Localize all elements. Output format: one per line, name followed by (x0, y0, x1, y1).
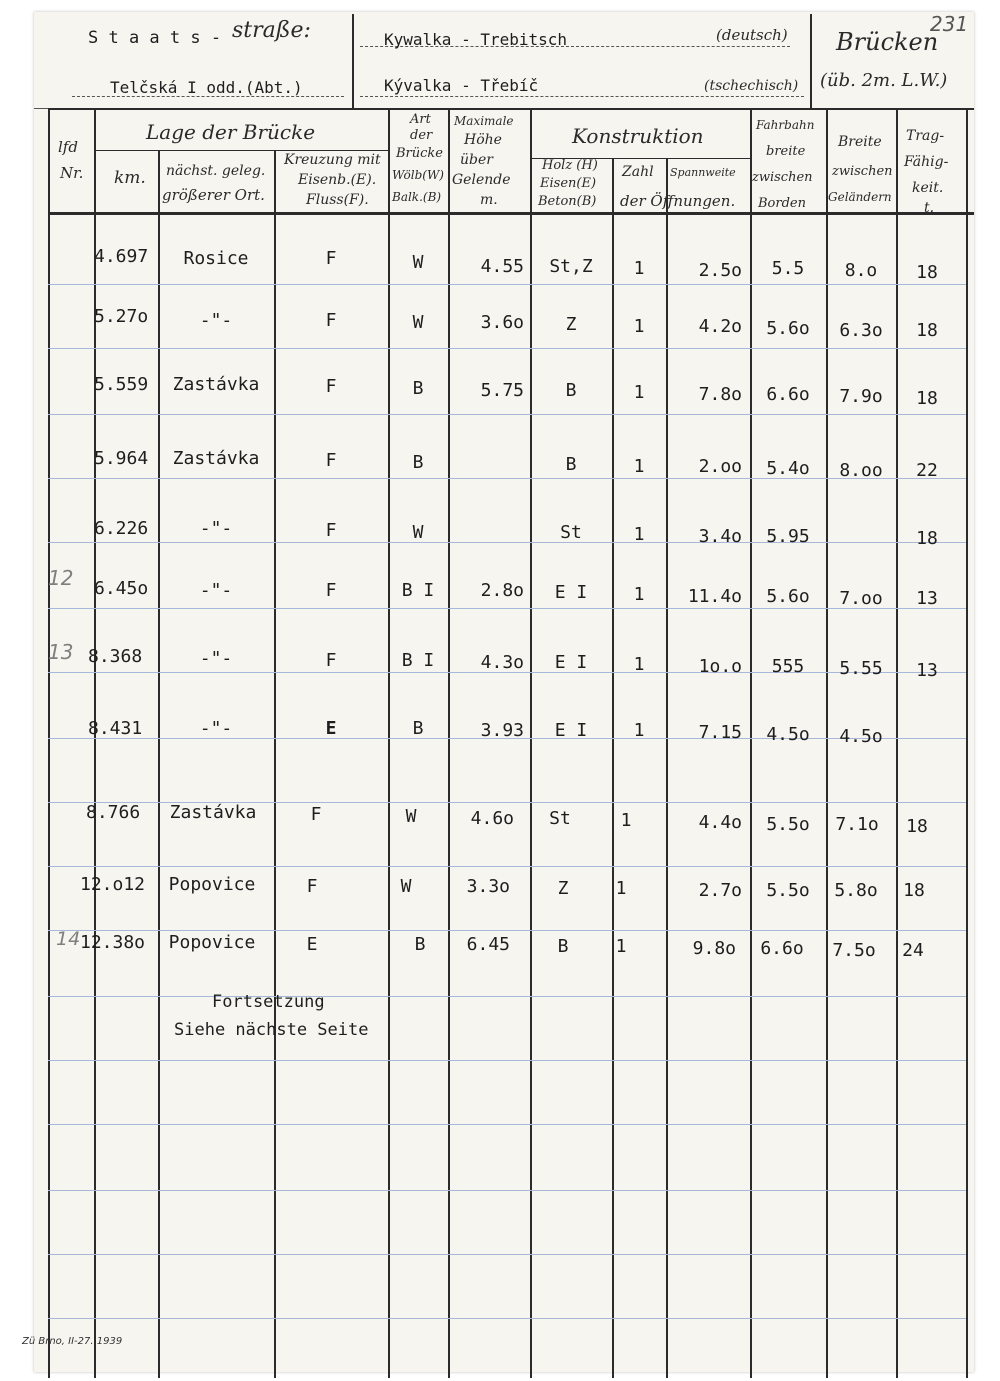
row11-art: B (414, 934, 426, 955)
row3-mat: B (565, 380, 577, 401)
col-fahrbahn-2: breite (766, 144, 806, 159)
row5-mat: St (560, 522, 582, 543)
row7-trag: 13 (916, 660, 938, 681)
table-header-bottom-border (48, 212, 974, 215)
continuation-line-1: Fortsetzung (212, 992, 325, 1012)
row5-zahl: 1 (633, 524, 645, 545)
row11-km: 12.38o (80, 932, 146, 953)
row3-kreuz: F (325, 376, 337, 397)
row8-spann: 7.15 (698, 722, 742, 743)
row7-zahl: 1 (633, 654, 645, 675)
row6-breite: 7.oo (839, 588, 883, 609)
row6-ort: -"- (199, 580, 233, 601)
row9-hoehe: 4.6o (470, 808, 514, 829)
row2-mat: Z (565, 314, 577, 335)
row7-kreuz: F (325, 650, 337, 671)
col-fahrbahn-3: zwischen (752, 170, 813, 185)
col-oeffnungen: der Öffnungen. (620, 192, 736, 210)
row1-km: 4.697 (94, 246, 149, 267)
col-hoehe-1: Maximale (454, 114, 514, 128)
row7-nr: 13 (48, 640, 74, 664)
row3-trag: 18 (916, 388, 938, 409)
row1-kreuz: F (325, 248, 337, 269)
row9-km: 8.766 (86, 802, 141, 823)
row3-km: 5.559 (94, 374, 149, 395)
row2-hoehe: 3.6o (480, 312, 524, 333)
row4-zahl: 1 (633, 456, 645, 477)
col-trag-1: Trag- (906, 128, 945, 144)
row7-ort: -"- (199, 648, 233, 669)
col-breite-2: zwischen (832, 164, 893, 179)
row10-km: 12.o12 (80, 874, 146, 895)
row10-hoehe: 3.3o (466, 876, 510, 897)
row6-nr: 12 (48, 566, 74, 590)
strasse-label: straße: (232, 18, 311, 43)
row10-art: W (400, 876, 412, 897)
row2-breite: 6.3o (839, 320, 883, 341)
row10-zahl: 1 (615, 878, 627, 899)
row3-zahl: 1 (633, 382, 645, 403)
row4-ort: Zastávka (172, 448, 260, 469)
col-art-4: Wölb(W) (392, 168, 444, 182)
col-kreuzung-1: Kreuzung mit (284, 152, 381, 168)
row6-km: 6.45o (94, 578, 149, 599)
page-number: 231 (930, 12, 969, 36)
row4-art: B (412, 452, 424, 473)
col-ort-1: nächst. geleg. (166, 163, 266, 179)
row2-fahr: 5.6o (766, 318, 810, 339)
col-hoehe-2: Höhe (464, 132, 502, 148)
row3-ort: Zastávka (172, 374, 260, 395)
col-trag-4: t. (924, 200, 935, 216)
row6-trag: 13 (916, 588, 938, 609)
row9-zahl: 1 (620, 810, 632, 831)
row6-fahr: 5.6o (766, 586, 810, 607)
row11-trag: 24 (902, 940, 924, 961)
row8-ort: -"- (199, 718, 233, 739)
row11-ort: Popovice (168, 932, 256, 953)
row5-fahr: 5.95 (766, 526, 810, 547)
col-km: km. (114, 168, 146, 188)
col-breite-3: Geländern (828, 190, 892, 204)
col-trag-2: Fähig- (904, 154, 949, 170)
row3-breite: 7.9o (839, 386, 883, 407)
paper-sheet (34, 12, 974, 1372)
row8-hoehe: 3.93 (480, 720, 524, 741)
row4-km: 5.964 (94, 448, 149, 469)
row1-hoehe: 4.55 (480, 256, 524, 277)
row2-ort: -"- (199, 310, 233, 331)
row5-art: W (412, 522, 424, 543)
row3-fahr: 6.6o (766, 384, 810, 405)
row9-spann: 4.4o (698, 812, 742, 833)
col-zahl: Zahl (622, 164, 654, 180)
row1-mat: St,Z (549, 256, 593, 277)
col-material-2: Eisen(E) (540, 176, 597, 191)
row8-km: 8.431 (88, 718, 143, 739)
row1-ort: Rosice (183, 248, 249, 269)
col-material-1: Holz (H) (542, 158, 598, 173)
row9-trag: 18 (906, 816, 928, 837)
row8-zahl: 1 (633, 720, 645, 741)
col-nr: Nr. (60, 164, 84, 182)
row1-spann: 2.5o (698, 260, 742, 281)
row1-breite: 8.o (844, 260, 878, 281)
section-line: Telčská I odd.(Abt.) (110, 78, 303, 97)
row5-spann: 3.4o (698, 526, 742, 547)
row5-km: 6.226 (94, 518, 149, 539)
col-ort-2: größerer Ort. (162, 186, 265, 204)
row7-spann: 1o.o (698, 656, 742, 677)
row3-art: B (412, 378, 424, 399)
row7-fahr: 555 (771, 656, 805, 677)
col-lfd: lfd (58, 138, 78, 156)
row9-kreuz: F (310, 804, 322, 825)
row5-kreuz: F (325, 520, 337, 541)
col-kreuzung-2: Eisenb.(E). (298, 172, 377, 188)
col-fahrbahn-4: Borden (758, 196, 806, 211)
row7-hoehe: 4.3o (480, 652, 524, 673)
route-german: Kywalka - Trebitsch (384, 30, 568, 49)
row1-fahr: 5.5 (771, 258, 805, 279)
col-kreuzung-3: Fluss(F). (306, 192, 369, 208)
col-trag-3: keit. (912, 180, 944, 196)
footer-print-mark: Zü Brno, II-27. 1939 (22, 1336, 123, 1347)
row10-kreuz: F (306, 876, 318, 897)
route-czech-note: (tschechisch) (704, 78, 799, 94)
route-german-note: (deutsch) (716, 26, 788, 44)
row6-spann: 11.4o (687, 586, 742, 607)
row6-hoehe: 2.8o (480, 580, 524, 601)
row8-mat: E I (554, 720, 588, 741)
row8-kreuz: E (325, 718, 337, 739)
col-material-3: Beton(B) (538, 194, 597, 209)
row2-zahl: 1 (633, 316, 645, 337)
row4-mat: B (565, 454, 577, 475)
row9-breite: 7.1o (835, 814, 879, 835)
staats-prefix: S t a a t s - (88, 28, 222, 48)
continuation-line-2: Siehe nächste Seite (174, 1020, 369, 1040)
row1-art: W (412, 252, 424, 273)
row1-trag: 18 (916, 262, 938, 283)
row4-breite: 8.oo (839, 460, 883, 481)
row7-breite: 5.55 (839, 658, 883, 679)
row10-breite: 5.8o (834, 880, 878, 901)
row10-spann: 2.7o (698, 880, 742, 901)
col-spannweite: Spannweite (670, 166, 736, 179)
row10-fahr: 5.5o (766, 880, 810, 901)
row3-hoehe: 5.75 (480, 380, 524, 401)
row11-kreuz: E (306, 934, 318, 955)
row11-breite: 7.5o (832, 940, 876, 961)
col-group-lage: Lage der Brücke (146, 120, 316, 144)
row6-kreuz: F (325, 580, 337, 601)
row4-spann: 2.oo (698, 456, 742, 477)
col-art-5: Balk.(B) (392, 190, 442, 204)
row6-mat: E I (554, 582, 588, 603)
row2-km: 5.27o (94, 306, 149, 327)
col-group-konstruktion: Konstruktion (572, 124, 704, 148)
row1-zahl: 1 (633, 258, 645, 279)
row9-art: W (405, 806, 417, 827)
row7-mat: E I (554, 652, 588, 673)
col-fahrbahn-1: Fahrbahn (756, 118, 815, 132)
col-hoehe-3: über (460, 152, 493, 168)
row11-spann: 9.8o (692, 938, 736, 959)
col-hoehe-5: m. (480, 192, 498, 208)
row6-zahl: 1 (633, 584, 645, 605)
document-subtitle: (üb. 2m. L.W.) (820, 70, 948, 91)
row11-nr: 14 (56, 928, 81, 950)
row9-ort: Zastávka (169, 802, 257, 823)
table-top-border (48, 108, 974, 110)
row9-mat: St (549, 808, 571, 829)
col-art-3: Brücke (396, 146, 443, 161)
row5-ort: -"- (199, 518, 233, 539)
document-title: Brücken (836, 28, 939, 56)
row11-zahl: 1 (615, 936, 627, 957)
col-breite-1: Breite (838, 134, 882, 150)
row11-mat: B (557, 936, 569, 957)
col-hoehe-4: Gelende (452, 172, 511, 188)
row5-trag: 18 (916, 528, 938, 549)
row7-art: B I (401, 650, 435, 671)
row4-trag: 22 (916, 460, 938, 481)
row4-kreuz: F (325, 450, 337, 471)
row3-spann: 7.8o (698, 384, 742, 405)
row2-trag: 18 (916, 320, 938, 341)
row8-fahr: 4.5o (766, 724, 810, 745)
col-art-2: der (410, 128, 433, 143)
row4-fahr: 5.4o (766, 458, 810, 479)
row2-kreuz: F (325, 310, 337, 331)
row11-fahr: 6.6o (760, 938, 804, 959)
row8-breite: 4.5o (839, 726, 883, 747)
row8-art: B (412, 718, 424, 739)
col-art-1: Art (410, 112, 431, 127)
row6-art: B I (401, 580, 435, 601)
route-czech: Kývalka - Třebíč (384, 76, 539, 95)
row10-mat: Z (557, 878, 569, 899)
row2-art: W (412, 312, 424, 333)
row11-hoehe: 6.45 (466, 934, 510, 955)
row9-fahr: 5.5o (766, 814, 810, 835)
row7-km: 8.368 (88, 646, 143, 667)
row10-trag: 18 (903, 880, 925, 901)
row10-ort: Popovice (168, 874, 256, 895)
row2-spann: 4.2o (698, 316, 742, 337)
